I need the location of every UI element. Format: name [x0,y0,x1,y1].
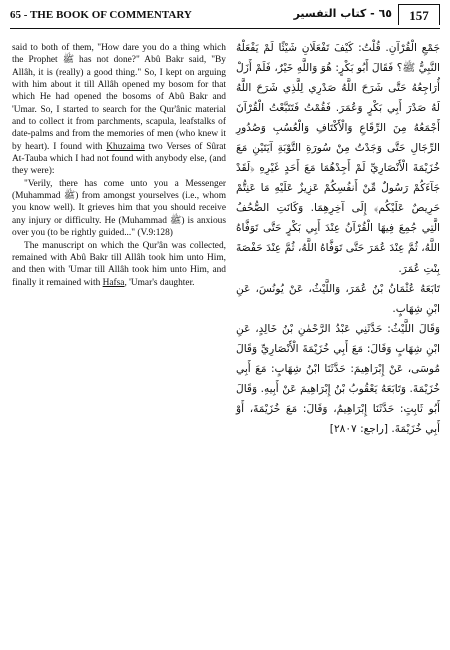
arabic-paragraph-2: تَابَعَهُ عُثْمَانُ بْنُ عُمَرَ، وَاللَّيْثُ، عَنْ يُونُسَ، عَنِ ابْنِ شِهَابٍ. [236,282,440,315]
arabic-paragraph-3: وَقَالَ اللَّيْثُ: حَدَّثَنِي عَبْدُ الرَّحْمٰنِ بْنُ خَالِدٍ، عَنِ ابْنِ شِهَابٍ وَقَالَ: مَعَ أَبِي خُزَيْمَةَ الْأَنْصَارِيِّ وَقَالَ مُوسَى، عَنْ إِبْرَاهِيمَ: حَدَّثَنَا ابْنُ شِهَابٍ: مَعَ أَبِي خُزَيْمَةَ. وَتَابَعَهُ يَعْقُوبُ بْنُ إِبْرَاهِيمَ عَنْ أَبِيهِ. وَقَالَ أَبُو ثَابِتٍ: حَدَّثَنَا إِبْرَاهِيمُ، وَقَالَ: مَعَ خُزَيْمَةَ، أَوْ أَبِي خُزَيْمَةَ. [راجع: ٢٨٠٧] [236,322,440,435]
arabic-text-column [236,38,440,439]
english-paragraph-1 [12,42,226,178]
page-header [10,6,440,29]
english-paragraph-3-text: The manuscript on which the Qur'ân was collected, remained with Abû Bakr till Allâh took him unto Him, and then with 'Umar till Allâh took him unto Him, and finally it remained with [12,240,226,288]
arabic-paragraph-1: جَمْعِ الْقُرْآنِ. قُلْتُ: كَيْفَ تَفْعَلَانِ شَيْئًا لَمْ يَفْعَلْهُ النَّبِيُّ ﷺ؟ فَقَالَ أَبُو بَكْرٍ: هُوَ وَاللَّهِ خَيْرٌ، فَلَمْ أَزَلْ أُرَاجِعُهُ حَتَّى شَرَحَ اللَّهُ صَدْرِي لِلَّذِي شَرَحَ اللَّهُ لَهُ صَدْرَ أَبِي بَكْرٍ وَعُمَرَ. فَقُمْتُ فَتَتَبَّعْتُ الْقُرْآنَ أَجْمَعُهُ مِنَ الرِّقَاعِ وَالْأَكْتَافِ وَالْعُسُبِ وَصُدُورِ الرِّجَالِ حَتَّى وَجَدْتُ مِنْ سُورَةِ التَّوْبَةِ آيَتَيْنِ مَعَ خُزَيْمَةَ الْأَنْصَارِيِّ لَمْ أَجِدْهُمَا مَعَ أَحَدٍ غَيْرِهِ ﴿لَقَدْ جَآءَكُمْ رَسُولٌ مِّنْ أَنفُسِكُمْ عَزِيزٌ عَلَيْهِ مَا عَنِتُّمْ حَرِيصٌ عَلَيْكُم﴾ إِلَى آخِرِهِمَا. وَكَانَتِ الصُّحُفُ الَّتِي جُمِعَ فِيهَا الْقُرْآنُ عِنْدَ أَبِي بَكْرٍ حَتَّى تَوَفَّاهُ اللَّهُ، ثُمَّ عِنْدَ عُمَرَ حَتَّى تَوَفَّاهُ اللَّهُ، ثُمَّ عِنْدَ حَفْصَةَ بِنْتِ عُمَرَ. [236,42,440,275]
english-quran-verse: "Verily, there has come unto you a Messenger (Muhammad ﷺ) from amongst yourselves (i.e., whom you know well). It grieves him that you should receive any injury or difficulty. He (Muhammad ﷺ) is anxious over you (to be rightly guided..." (V.9:128) [12,178,226,239]
english-paragraph-3-end: , 'Umar's daughter. [124,277,195,288]
chapter-title-english: 65 - THE BOOK OF COMMENTARY [10,9,192,21]
name-khuzaima: Khuzaima [106,141,145,152]
name-hafsa: Hafsa [102,277,125,288]
english-translation-column [12,42,226,289]
english-paragraph-1-text: said to both of them, "How dare you do a thing which the Prophet ﷺ has not done?" Abû Bakr said, "By Allâh, it is (really) a good thing." So, I kept on arguing with him about it till Allâh opened my bosom for that which He had opened the bosoms of Abû Bakr and 'Umar. So, I started to search for the Qur'ânic material and to collect it from parchments, scapula, leafstalks of date-palms and from the memories of men (who knew it by heart). I found with [12,43,226,152]
page-number: 157 [398,4,440,25]
english-paragraph-3 [12,240,226,289]
english-paragraph-1-end: two Verses of Sûrat At-Tauba which I had not found with anybody else, (and they were): [12,141,226,177]
chapter-title-arabic: ٦٥ - كتاب التفسير [293,7,392,20]
